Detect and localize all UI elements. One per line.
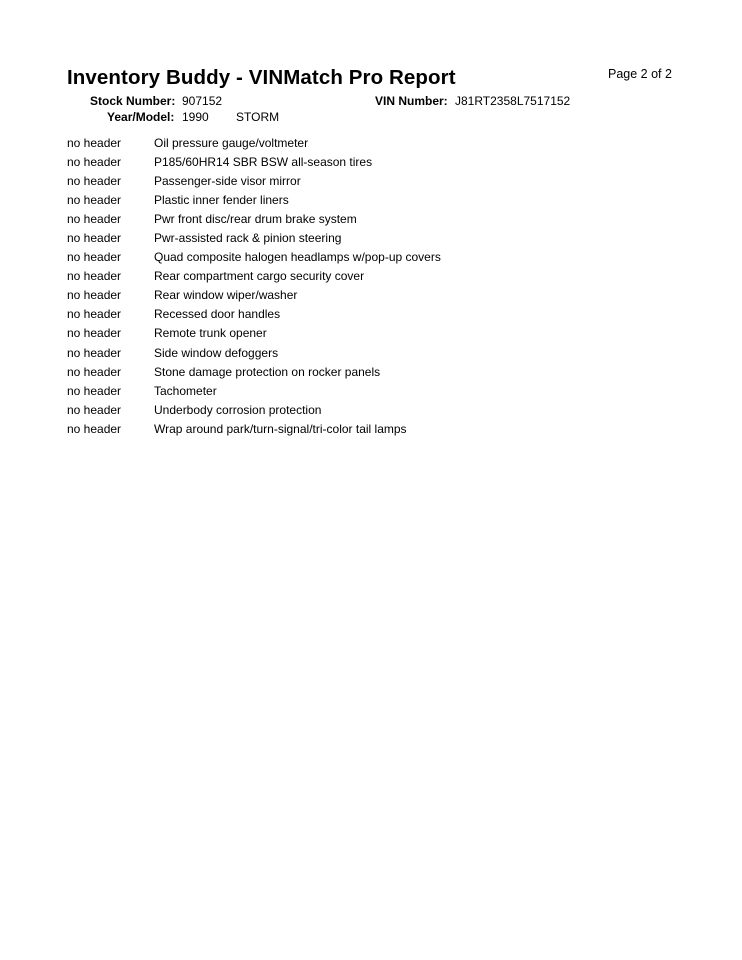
item-header: no header: [67, 364, 122, 379]
item-description: Pwr front disc/rear drum brake system: [154, 211, 357, 226]
item-header: no header: [67, 192, 122, 207]
list-item: [67, 362, 707, 381]
item-description: Wrap around park/turn-signal/tri-color tail lamps: [154, 421, 407, 436]
item-header: no header: [67, 250, 122, 265]
item-header: no header: [67, 307, 122, 322]
list-item: [67, 133, 707, 152]
item-description: Tachometer: [154, 383, 217, 398]
stock-number-label: Stock Number:: [90, 94, 176, 108]
item-header: no header: [67, 135, 122, 150]
item-header: no header: [67, 402, 122, 417]
item-header: no header: [67, 345, 122, 360]
item-description: Recessed door handles: [154, 307, 281, 322]
item-header: no header: [67, 326, 122, 341]
item-description: Stone damage protection on rocker panels: [154, 364, 381, 379]
item-description: Rear compartment cargo security cover: [154, 269, 365, 284]
option-list: [67, 133, 707, 439]
item-header: no header: [67, 173, 122, 188]
item-header: no header: [67, 154, 122, 169]
item-description: Quad composite halogen headlamps w/pop-up covers: [154, 250, 441, 265]
list-item: [67, 305, 707, 324]
list-item: [67, 190, 707, 209]
item-header: no header: [67, 383, 122, 398]
item-description: Rear window wiper/washer: [154, 288, 298, 303]
item-header: no header: [67, 231, 122, 246]
model-value: STORM: [236, 110, 280, 124]
list-item: [67, 286, 707, 305]
item-description: P185/60HR14 SBR BSW all-season tires: [154, 154, 373, 169]
page-indicator: Page 2 of 2: [608, 67, 672, 81]
item-header: no header: [67, 269, 122, 284]
item-description: Oil pressure gauge/voltmeter: [154, 135, 309, 150]
year-value: 1990: [182, 110, 209, 124]
item-description: Remote trunk opener: [154, 326, 267, 341]
stock-number-value: 907152: [182, 94, 223, 108]
item-description: Passenger-side visor mirror: [154, 173, 301, 188]
report-title: Inventory Buddy - VINMatch Pro Report: [67, 66, 456, 89]
list-item: [67, 171, 707, 190]
list-item: [67, 343, 707, 362]
item-header: no header: [67, 421, 122, 436]
list-item: [67, 228, 707, 247]
vin-number-label: VIN Number:: [375, 94, 448, 108]
list-item: [67, 324, 707, 343]
list-item: [67, 152, 707, 171]
item-description: Side window defoggers: [154, 345, 279, 360]
list-item: [67, 209, 707, 228]
list-item: [67, 400, 707, 419]
vin-number-value: J81RT2358L7517152: [455, 94, 571, 108]
item-header: no header: [67, 211, 122, 226]
list-item: [67, 419, 707, 438]
item-description: Pwr-assisted rack & pinion steering: [154, 231, 342, 246]
item-description: Underbody corrosion protection: [154, 402, 322, 417]
list-item: [67, 267, 707, 286]
list-item: [67, 248, 707, 267]
year-model-label: Year/Model:: [107, 110, 175, 124]
list-item: [67, 381, 707, 400]
item-description: Plastic inner fender liners: [154, 192, 289, 207]
item-header: no header: [67, 288, 122, 303]
